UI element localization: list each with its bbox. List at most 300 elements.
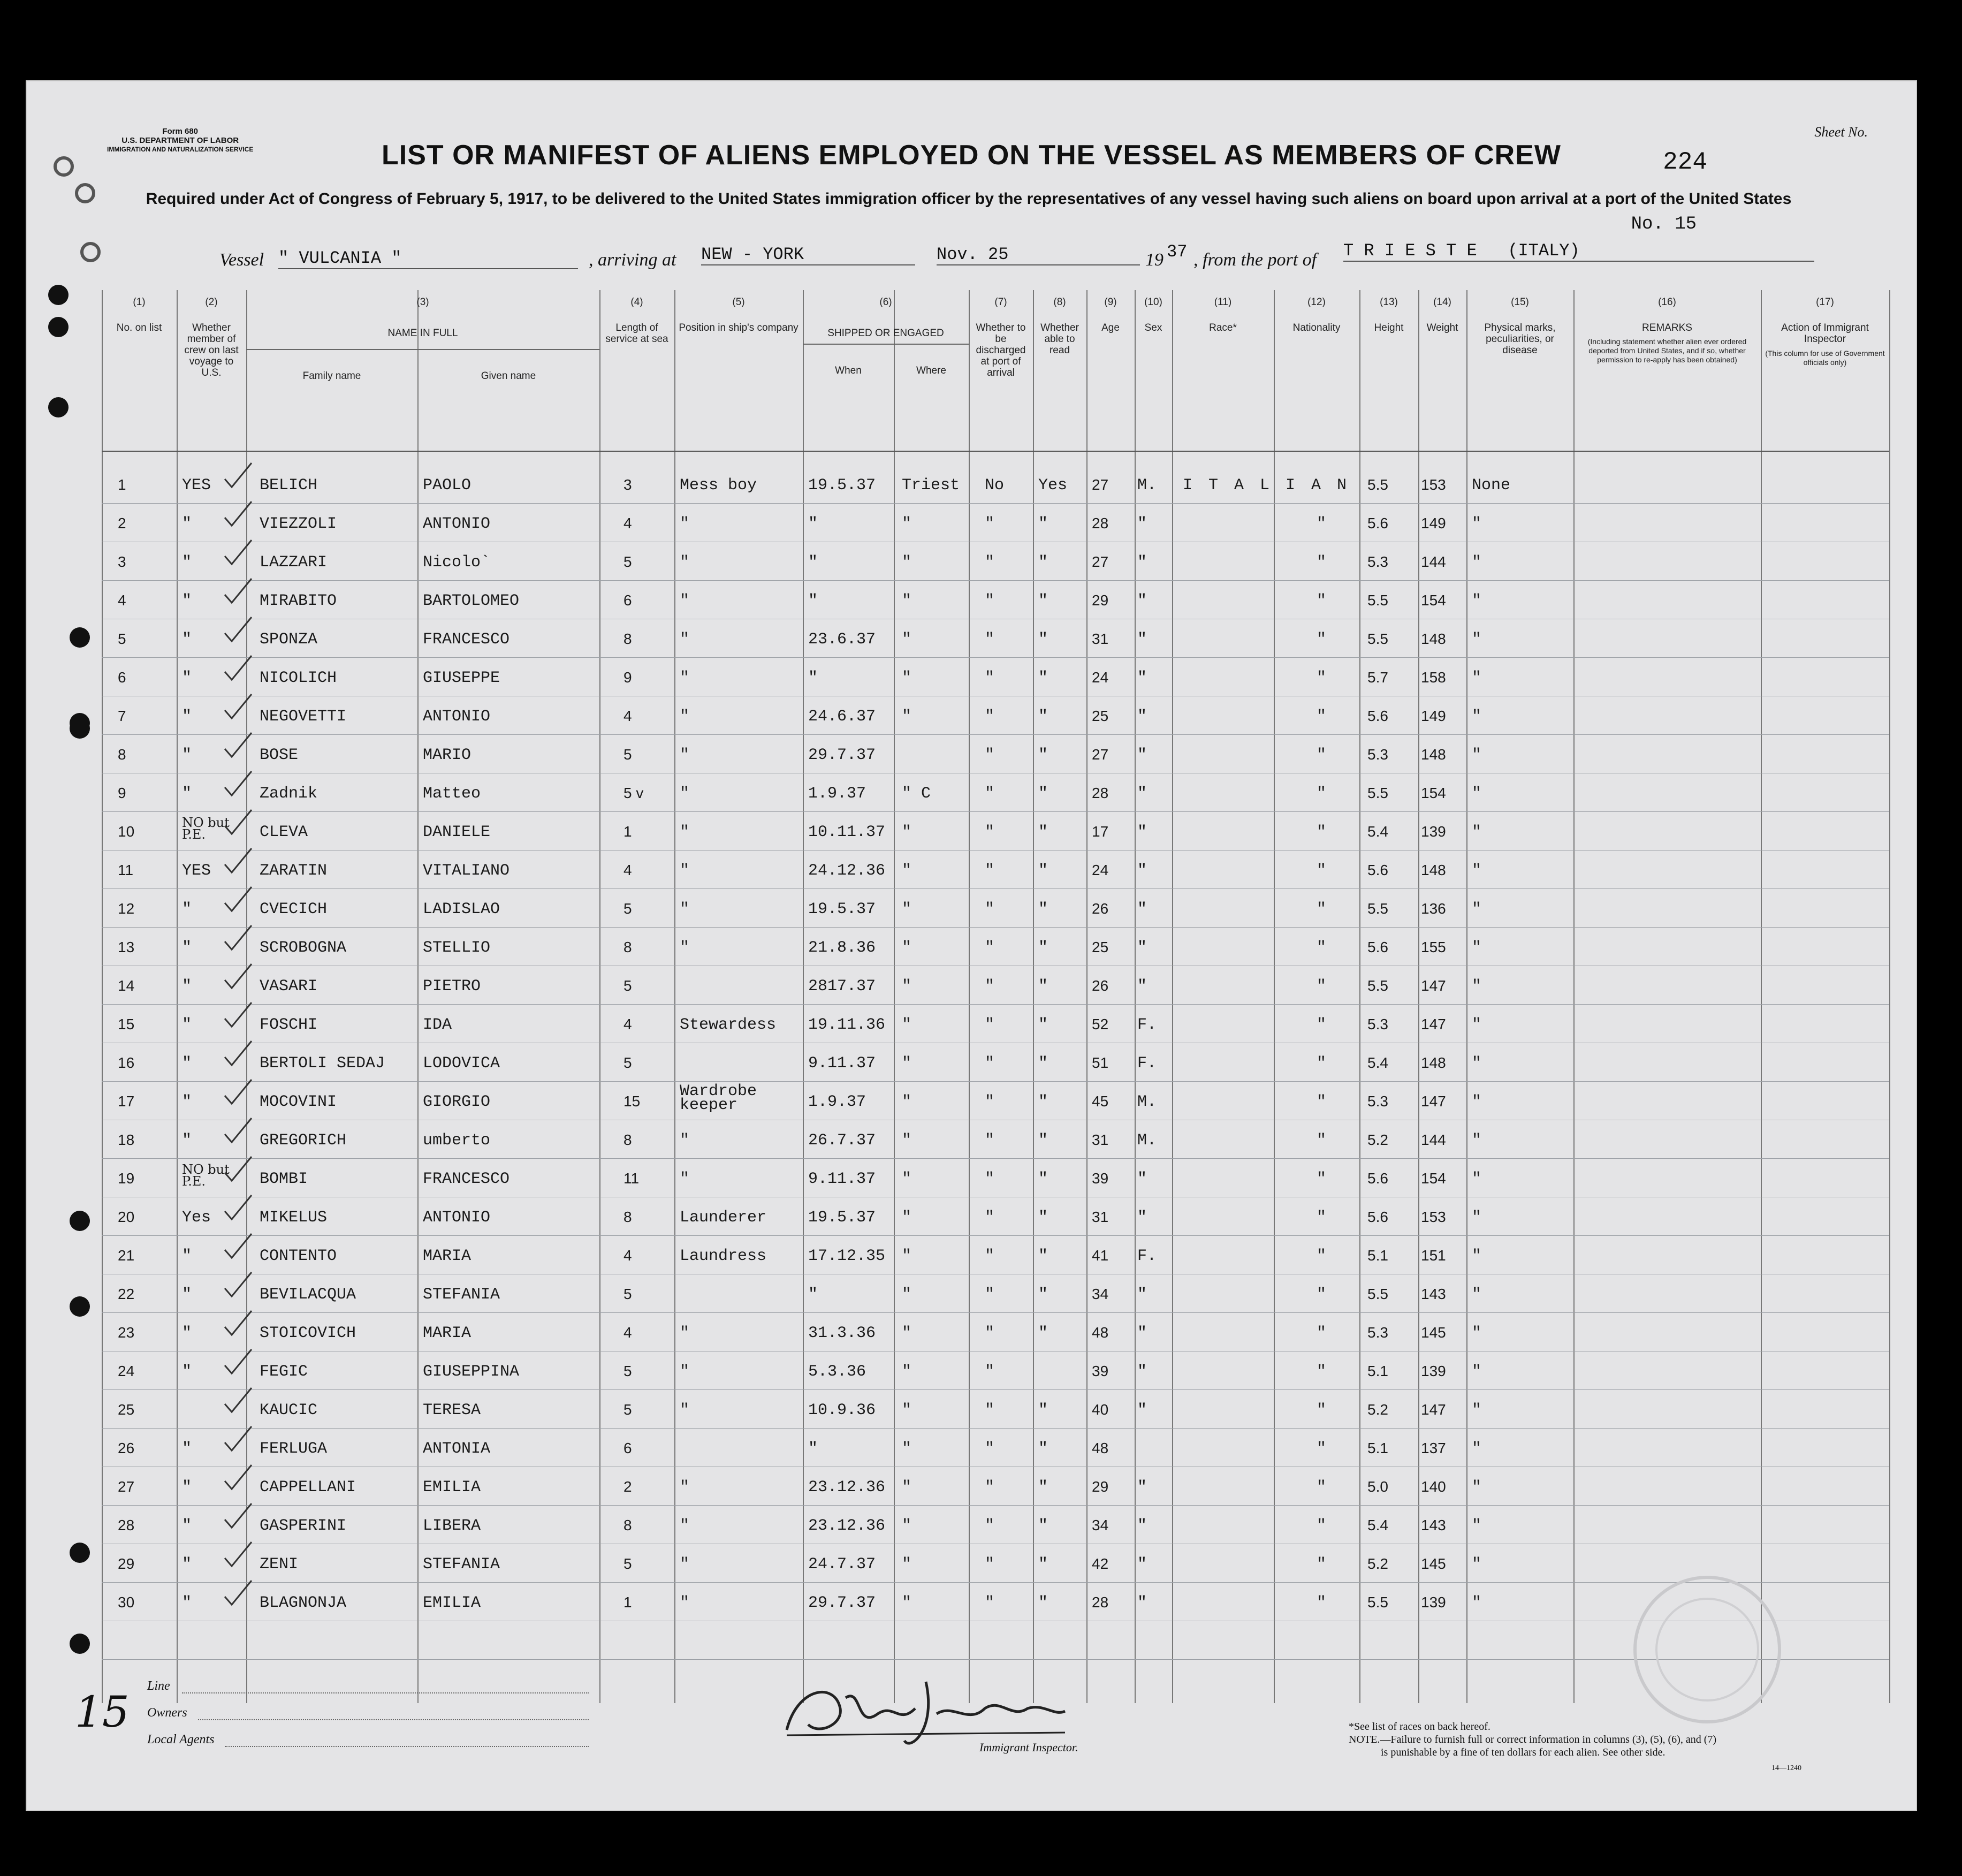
column-rule: [599, 290, 600, 1703]
nationality: ": [1317, 939, 1327, 957]
column-subheader: When: [835, 365, 862, 376]
nationality: ": [1317, 1286, 1327, 1304]
binder-hole: [48, 285, 69, 305]
family-name: MIRABITO: [260, 592, 337, 610]
row-rule: [102, 1505, 1889, 1506]
able-to-read: ": [1038, 939, 1048, 957]
physical-marks: ": [1472, 1093, 1482, 1111]
sex: ": [1137, 1401, 1147, 1419]
prior-voyage: Yes: [182, 1209, 211, 1227]
check-mark-icon: [222, 1038, 254, 1070]
age: 39: [1092, 1170, 1109, 1187]
weight: 139: [1421, 1363, 1446, 1379]
shipped-when: 17.12.35: [808, 1247, 886, 1265]
column-subheader: (This column for use of Government officials only): [1765, 349, 1885, 367]
service-length: 3: [623, 476, 632, 493]
able-to-read: ": [1038, 1131, 1048, 1150]
column-rule: [102, 290, 103, 1703]
physical-marks: ": [1472, 1209, 1482, 1227]
shipped-when: ": [808, 515, 818, 533]
nationality: ": [1317, 862, 1327, 880]
check-mark-icon: [222, 653, 254, 685]
prior-voyage: ": [182, 669, 192, 687]
column-rule: [1086, 290, 1088, 1703]
row-number: 28: [118, 1517, 135, 1533]
row-number: 25: [118, 1401, 135, 1418]
column-subheader: Where: [916, 365, 946, 376]
shipped-when: 1.9.37: [808, 785, 866, 803]
subheader-rule: [246, 349, 599, 350]
vessel-name: " VULCANIA ": [278, 248, 578, 269]
given-name: DANIELE: [423, 823, 491, 841]
weight: 148: [1421, 1054, 1446, 1071]
shipped-where: ": [902, 1209, 912, 1227]
weight: 140: [1421, 1478, 1446, 1495]
discharged: ": [985, 1247, 995, 1265]
shipped-where: ": [902, 1363, 912, 1381]
sex: ": [1137, 553, 1147, 572]
weight: 145: [1421, 1555, 1446, 1572]
arriving-label: , arriving at: [589, 250, 676, 270]
crew-table: [102, 290, 1889, 1703]
nationality: ": [1317, 900, 1327, 918]
nationality: ": [1317, 553, 1327, 572]
prior-voyage: ": [182, 1517, 192, 1535]
row-number: 27: [118, 1478, 135, 1495]
able-to-read: ": [1038, 977, 1048, 996]
discharged: ": [985, 1170, 995, 1188]
prior-voyage: ": [182, 1286, 192, 1304]
column-header: REMARKS: [1642, 322, 1692, 333]
shipped-when: 24.12.36: [808, 862, 886, 880]
shipped-when: 2817.37: [808, 977, 876, 996]
form-number: Form 680: [162, 127, 199, 136]
age: 17: [1092, 823, 1109, 840]
check-mark-icon: [222, 1539, 254, 1571]
nationality: ": [1317, 1440, 1327, 1458]
shipped-when: 19.5.37: [808, 900, 876, 918]
age: 41: [1092, 1247, 1109, 1264]
family-name: CLEVA: [260, 823, 308, 841]
family-name: FERLUGA: [260, 1440, 328, 1458]
physical-marks: ": [1472, 1555, 1482, 1574]
age: 29: [1092, 1478, 1109, 1495]
age: 31: [1092, 1131, 1109, 1148]
age: 52: [1092, 1016, 1109, 1032]
line-label: Line: [147, 1679, 170, 1693]
nationality: ": [1317, 1247, 1327, 1265]
sex: ": [1137, 939, 1147, 957]
shipped-where: ": [902, 1016, 912, 1034]
family-name: MIKELUS: [260, 1209, 328, 1227]
from-port-label: , from the port of: [1193, 250, 1317, 270]
row-number: 26: [118, 1440, 135, 1456]
sex: ": [1137, 515, 1147, 533]
weight: 147: [1421, 1401, 1446, 1418]
check-mark-icon: [222, 1385, 254, 1417]
local-agents-label: Local Agents: [147, 1733, 215, 1746]
check-mark-icon: [222, 1193, 254, 1225]
sex: ": [1137, 746, 1147, 764]
shipped-where: ": [902, 977, 912, 996]
service-length: 6: [623, 592, 632, 609]
service-length: 4: [623, 862, 632, 878]
height: 5.6: [1367, 1170, 1388, 1187]
age: 27: [1092, 553, 1109, 570]
height: 5.5: [1367, 592, 1388, 609]
physical-marks: ": [1472, 708, 1482, 726]
prior-voyage: ": [182, 1247, 192, 1265]
service-length: 4: [623, 515, 632, 531]
able-to-read: ": [1038, 1401, 1048, 1419]
physical-marks: None: [1472, 476, 1511, 495]
row-number: 3: [118, 553, 126, 570]
column-rule: [1466, 290, 1467, 1703]
shipped-where: ": [902, 1247, 912, 1265]
family-name: BELICH: [260, 476, 318, 495]
sex: ": [1137, 669, 1147, 687]
position: ": [680, 746, 690, 764]
weight: 145: [1421, 1324, 1446, 1341]
row-number: 5: [118, 631, 126, 647]
shipped-where: ": [902, 1286, 912, 1304]
row-number: 19: [118, 1170, 135, 1187]
height: 5.1: [1367, 1363, 1388, 1379]
discharged: ": [985, 900, 995, 918]
column-rule: [1033, 290, 1034, 1703]
binder-hole: [70, 1543, 90, 1563]
nationality: ": [1317, 746, 1327, 764]
shipped-where: ": [902, 823, 912, 841]
nationality: ": [1317, 1555, 1327, 1574]
height: 5.4: [1367, 1517, 1388, 1533]
page-title: LIST OR MANIFEST OF ALIENS EMPLOYED ON THE VESSEL AS MEMBERS OF CREW: [382, 140, 1561, 171]
column-number: (15): [1511, 297, 1529, 308]
physical-marks: ": [1472, 746, 1482, 764]
able-to-read: ": [1038, 1478, 1048, 1497]
weight: 154: [1421, 1170, 1446, 1187]
row-rule: [102, 1081, 1889, 1082]
position: ": [680, 1324, 690, 1342]
service-length: 4: [623, 1324, 632, 1341]
position: ": [680, 1555, 690, 1574]
family-name: MOCOVINI: [260, 1093, 337, 1111]
column-rule: [894, 290, 895, 1703]
physical-marks: ": [1472, 1131, 1482, 1150]
physical-marks: ": [1472, 1594, 1482, 1612]
shipped-when: 9.11.37: [808, 1170, 876, 1188]
row-number: 14: [118, 977, 135, 994]
given-name: EMILIA: [423, 1594, 481, 1612]
check-mark-icon: [222, 576, 254, 608]
position: ": [680, 900, 690, 918]
position: ": [680, 823, 690, 841]
shipped-where: ": [902, 1478, 912, 1497]
position: ": [680, 1401, 690, 1419]
row-rule: [102, 1004, 1889, 1005]
check-mark-icon: [222, 1578, 254, 1610]
column-number: (5): [732, 297, 745, 308]
row-number: 20: [118, 1209, 135, 1225]
able-to-read: Yes: [1038, 476, 1068, 495]
able-to-read: ": [1038, 631, 1048, 649]
service-length: 11: [623, 1170, 640, 1187]
position: ": [680, 708, 690, 726]
discharged: ": [985, 1286, 995, 1304]
check-mark-icon: [222, 1347, 254, 1379]
prior-voyage: ": [182, 1093, 192, 1111]
position: ": [680, 1517, 690, 1535]
able-to-read: ": [1038, 1093, 1048, 1111]
binder-hole: [70, 627, 90, 648]
column-number: (17): [1816, 297, 1834, 308]
able-to-read: ": [1038, 553, 1048, 572]
family-name: CONTENTO: [260, 1247, 337, 1265]
weight: 139: [1421, 823, 1446, 840]
physical-marks: ": [1472, 900, 1482, 918]
column-number: (6): [879, 297, 892, 308]
sex: M.: [1137, 1093, 1157, 1111]
physical-marks: ": [1472, 1440, 1482, 1458]
nationality: ": [1317, 1517, 1327, 1535]
sex: M.: [1137, 476, 1157, 495]
discharged: ": [985, 631, 995, 649]
weight: 143: [1421, 1517, 1446, 1533]
weight: 148: [1421, 746, 1446, 763]
height: 5.5: [1367, 1286, 1388, 1302]
physical-marks: ": [1472, 553, 1482, 572]
given-name: VITALIANO: [423, 862, 510, 880]
shipped-where: ": [902, 669, 912, 687]
prior-voyage: ": [182, 1478, 192, 1497]
arrival-date: Nov. 25: [937, 245, 1140, 265]
row-number: 16: [118, 1054, 135, 1071]
age: 28: [1092, 1594, 1109, 1611]
height: 5.5: [1367, 977, 1388, 994]
position: ": [680, 1363, 690, 1381]
able-to-read: ": [1038, 515, 1048, 533]
physical-marks: ": [1472, 939, 1482, 957]
header-rule: [102, 451, 1889, 452]
discharged: ": [985, 1478, 995, 1497]
service-length: 4: [623, 1016, 632, 1032]
nationality: ": [1317, 708, 1327, 726]
check-mark-icon: [222, 1231, 254, 1263]
given-name: ANTONIO: [423, 1209, 491, 1227]
service-length: 6: [623, 1440, 632, 1456]
prior-voyage: ": [182, 1555, 192, 1574]
family-name: BEVILACQUA: [260, 1286, 356, 1304]
service-length: 5 v: [623, 785, 644, 801]
prior-voyage: ": [182, 900, 192, 918]
position: Stewardess: [680, 1016, 777, 1034]
sex: ": [1137, 1363, 1147, 1381]
physical-marks: ": [1472, 631, 1482, 649]
height: 5.3: [1367, 746, 1388, 763]
height: 5.3: [1367, 1324, 1388, 1341]
column-number: (7): [994, 297, 1007, 308]
column-header: No. on list: [116, 322, 162, 333]
able-to-read: ": [1038, 1517, 1048, 1535]
column-header: NAME IN FULL: [387, 328, 458, 339]
shipped-where: ": [902, 1054, 912, 1073]
weight: 153: [1421, 476, 1446, 493]
year-value: 37: [1167, 242, 1188, 262]
check-mark-icon: [222, 807, 254, 839]
age: 51: [1092, 1054, 1109, 1071]
nationality: ": [1317, 1131, 1327, 1150]
physical-marks: ": [1472, 515, 1482, 533]
department-name: U.S. DEPARTMENT OF LABOR: [121, 136, 239, 145]
failure-note: NOTE.—Failure to furnish full or correct information in columns (3), (5), (6), and (7): [1349, 1734, 1717, 1745]
sex: M.: [1137, 1131, 1157, 1150]
able-to-read: ": [1038, 1555, 1048, 1574]
shipped-when: 26.7.37: [808, 1131, 876, 1150]
shipped-when: 31.3.36: [808, 1324, 876, 1342]
family-name: NICOLICH: [260, 669, 337, 687]
physical-marks: ": [1472, 1247, 1482, 1265]
age: 42: [1092, 1555, 1109, 1572]
shipped-when: 1.9.37: [808, 1093, 866, 1111]
binder-hole: [70, 1211, 90, 1231]
column-rule: [1172, 290, 1173, 1703]
row-number: 2: [118, 515, 126, 531]
discharged: ": [985, 515, 995, 533]
column-header: Race*: [1209, 322, 1237, 333]
given-name: FRANCESCO: [423, 1170, 510, 1188]
prior-voyage: ": [182, 1054, 192, 1073]
nationality: ": [1317, 1324, 1327, 1342]
check-mark-icon: [222, 1115, 254, 1148]
shipped-when: ": [808, 592, 818, 610]
row-rule: [102, 1659, 1889, 1660]
shipped-when: ": [808, 553, 818, 572]
family-name: GREGORICH: [260, 1131, 347, 1150]
weight: 151: [1421, 1247, 1446, 1264]
check-mark-icon: [222, 692, 254, 724]
weight: 143: [1421, 1286, 1446, 1302]
shipped-where: ": [902, 1440, 912, 1458]
prior-voyage: ": [182, 1363, 192, 1381]
sex: ": [1137, 1286, 1147, 1304]
discharged: ": [985, 977, 995, 996]
weight: 155: [1421, 939, 1446, 955]
column-subheader: Given name: [481, 370, 536, 382]
service-length: 5: [623, 746, 632, 763]
shipped-where: ": [902, 1517, 912, 1535]
sex: ": [1137, 1170, 1147, 1188]
column-rule: [803, 290, 804, 1703]
shipped-when: 19.5.37: [808, 476, 876, 495]
able-to-read: ": [1038, 746, 1048, 764]
prior-voyage: ": [182, 515, 192, 533]
row-number: 29: [118, 1555, 135, 1572]
column-number: (10): [1144, 297, 1162, 308]
weight: 137: [1421, 1440, 1446, 1456]
position: ": [680, 592, 690, 610]
service-length: 1: [623, 823, 632, 840]
position: Laundress: [680, 1247, 767, 1265]
check-mark-icon: [222, 769, 254, 801]
physical-marks: ": [1472, 1170, 1482, 1188]
check-mark-icon: [222, 1154, 254, 1186]
shipped-where: ": [902, 862, 912, 880]
row-number: 18: [118, 1131, 135, 1148]
prior-voyage: ": [182, 708, 192, 726]
nationality: ": [1317, 1478, 1327, 1497]
family-name: CVECICH: [260, 900, 328, 918]
given-name: ANTONIO: [423, 515, 491, 533]
column-rule: [177, 290, 178, 1703]
physical-marks: ": [1472, 977, 1482, 996]
able-to-read: ": [1038, 1440, 1048, 1458]
given-name: GIUSEPPE: [423, 669, 500, 687]
column-number: (14): [1433, 297, 1451, 308]
service-name: IMMIGRATION AND NATURALIZATION SERVICE: [107, 146, 254, 153]
discharged: ": [985, 1131, 995, 1150]
vessel-label: Vessel: [219, 250, 264, 270]
family-name: ZENI: [260, 1555, 299, 1574]
shipped-when: ": [808, 1440, 818, 1458]
position: Launderer: [680, 1209, 767, 1227]
service-length: 8: [623, 1517, 632, 1533]
column-header: Height: [1374, 322, 1404, 333]
prior-voyage: ": [182, 592, 192, 610]
weight: 153: [1421, 1209, 1446, 1225]
height: 5.7: [1367, 669, 1388, 686]
row-number: 30: [118, 1594, 135, 1611]
age: 34: [1092, 1517, 1109, 1533]
column-subheader: Family name: [302, 370, 361, 382]
weight: 154: [1421, 785, 1446, 801]
able-to-read: ": [1038, 1016, 1048, 1034]
shipped-where: ": [902, 1324, 912, 1342]
row-rule: [102, 580, 1889, 581]
height: 5.1: [1367, 1247, 1388, 1264]
height: 5.5: [1367, 476, 1388, 493]
able-to-read: ": [1038, 1324, 1048, 1342]
height: 5.3: [1367, 1093, 1388, 1110]
row-rule: [102, 734, 1889, 735]
discharged: ": [985, 708, 995, 726]
discharged: ": [985, 592, 995, 610]
service-length: 5: [623, 1054, 632, 1071]
nationality: ": [1317, 592, 1327, 610]
shipped-where: " C: [902, 785, 931, 803]
row-rule: [102, 1582, 1889, 1583]
nationality: ": [1317, 669, 1327, 687]
binder-hole: [70, 1634, 90, 1654]
discharged: ": [985, 939, 995, 957]
sex: F.: [1137, 1247, 1157, 1265]
sex: ": [1137, 1478, 1147, 1497]
race: I T A L I A N: [1183, 476, 1350, 495]
sex: ": [1137, 785, 1147, 803]
check-mark-icon: [222, 730, 254, 762]
discharged: ": [985, 1093, 995, 1111]
given-name: LADISLAO: [423, 900, 500, 918]
age: 27: [1092, 476, 1109, 493]
prior-voyage: YES: [182, 476, 211, 495]
prior-voyage: ": [182, 785, 192, 803]
sex: ": [1137, 900, 1147, 918]
family-name: VASARI: [260, 977, 318, 996]
column-rule: [1889, 290, 1890, 1703]
check-mark-icon: [222, 884, 254, 916]
row-number: 17: [118, 1093, 135, 1110]
column-header: Whether to be discharged at port of arrival: [976, 322, 1026, 378]
row-rule: [102, 1312, 1889, 1313]
